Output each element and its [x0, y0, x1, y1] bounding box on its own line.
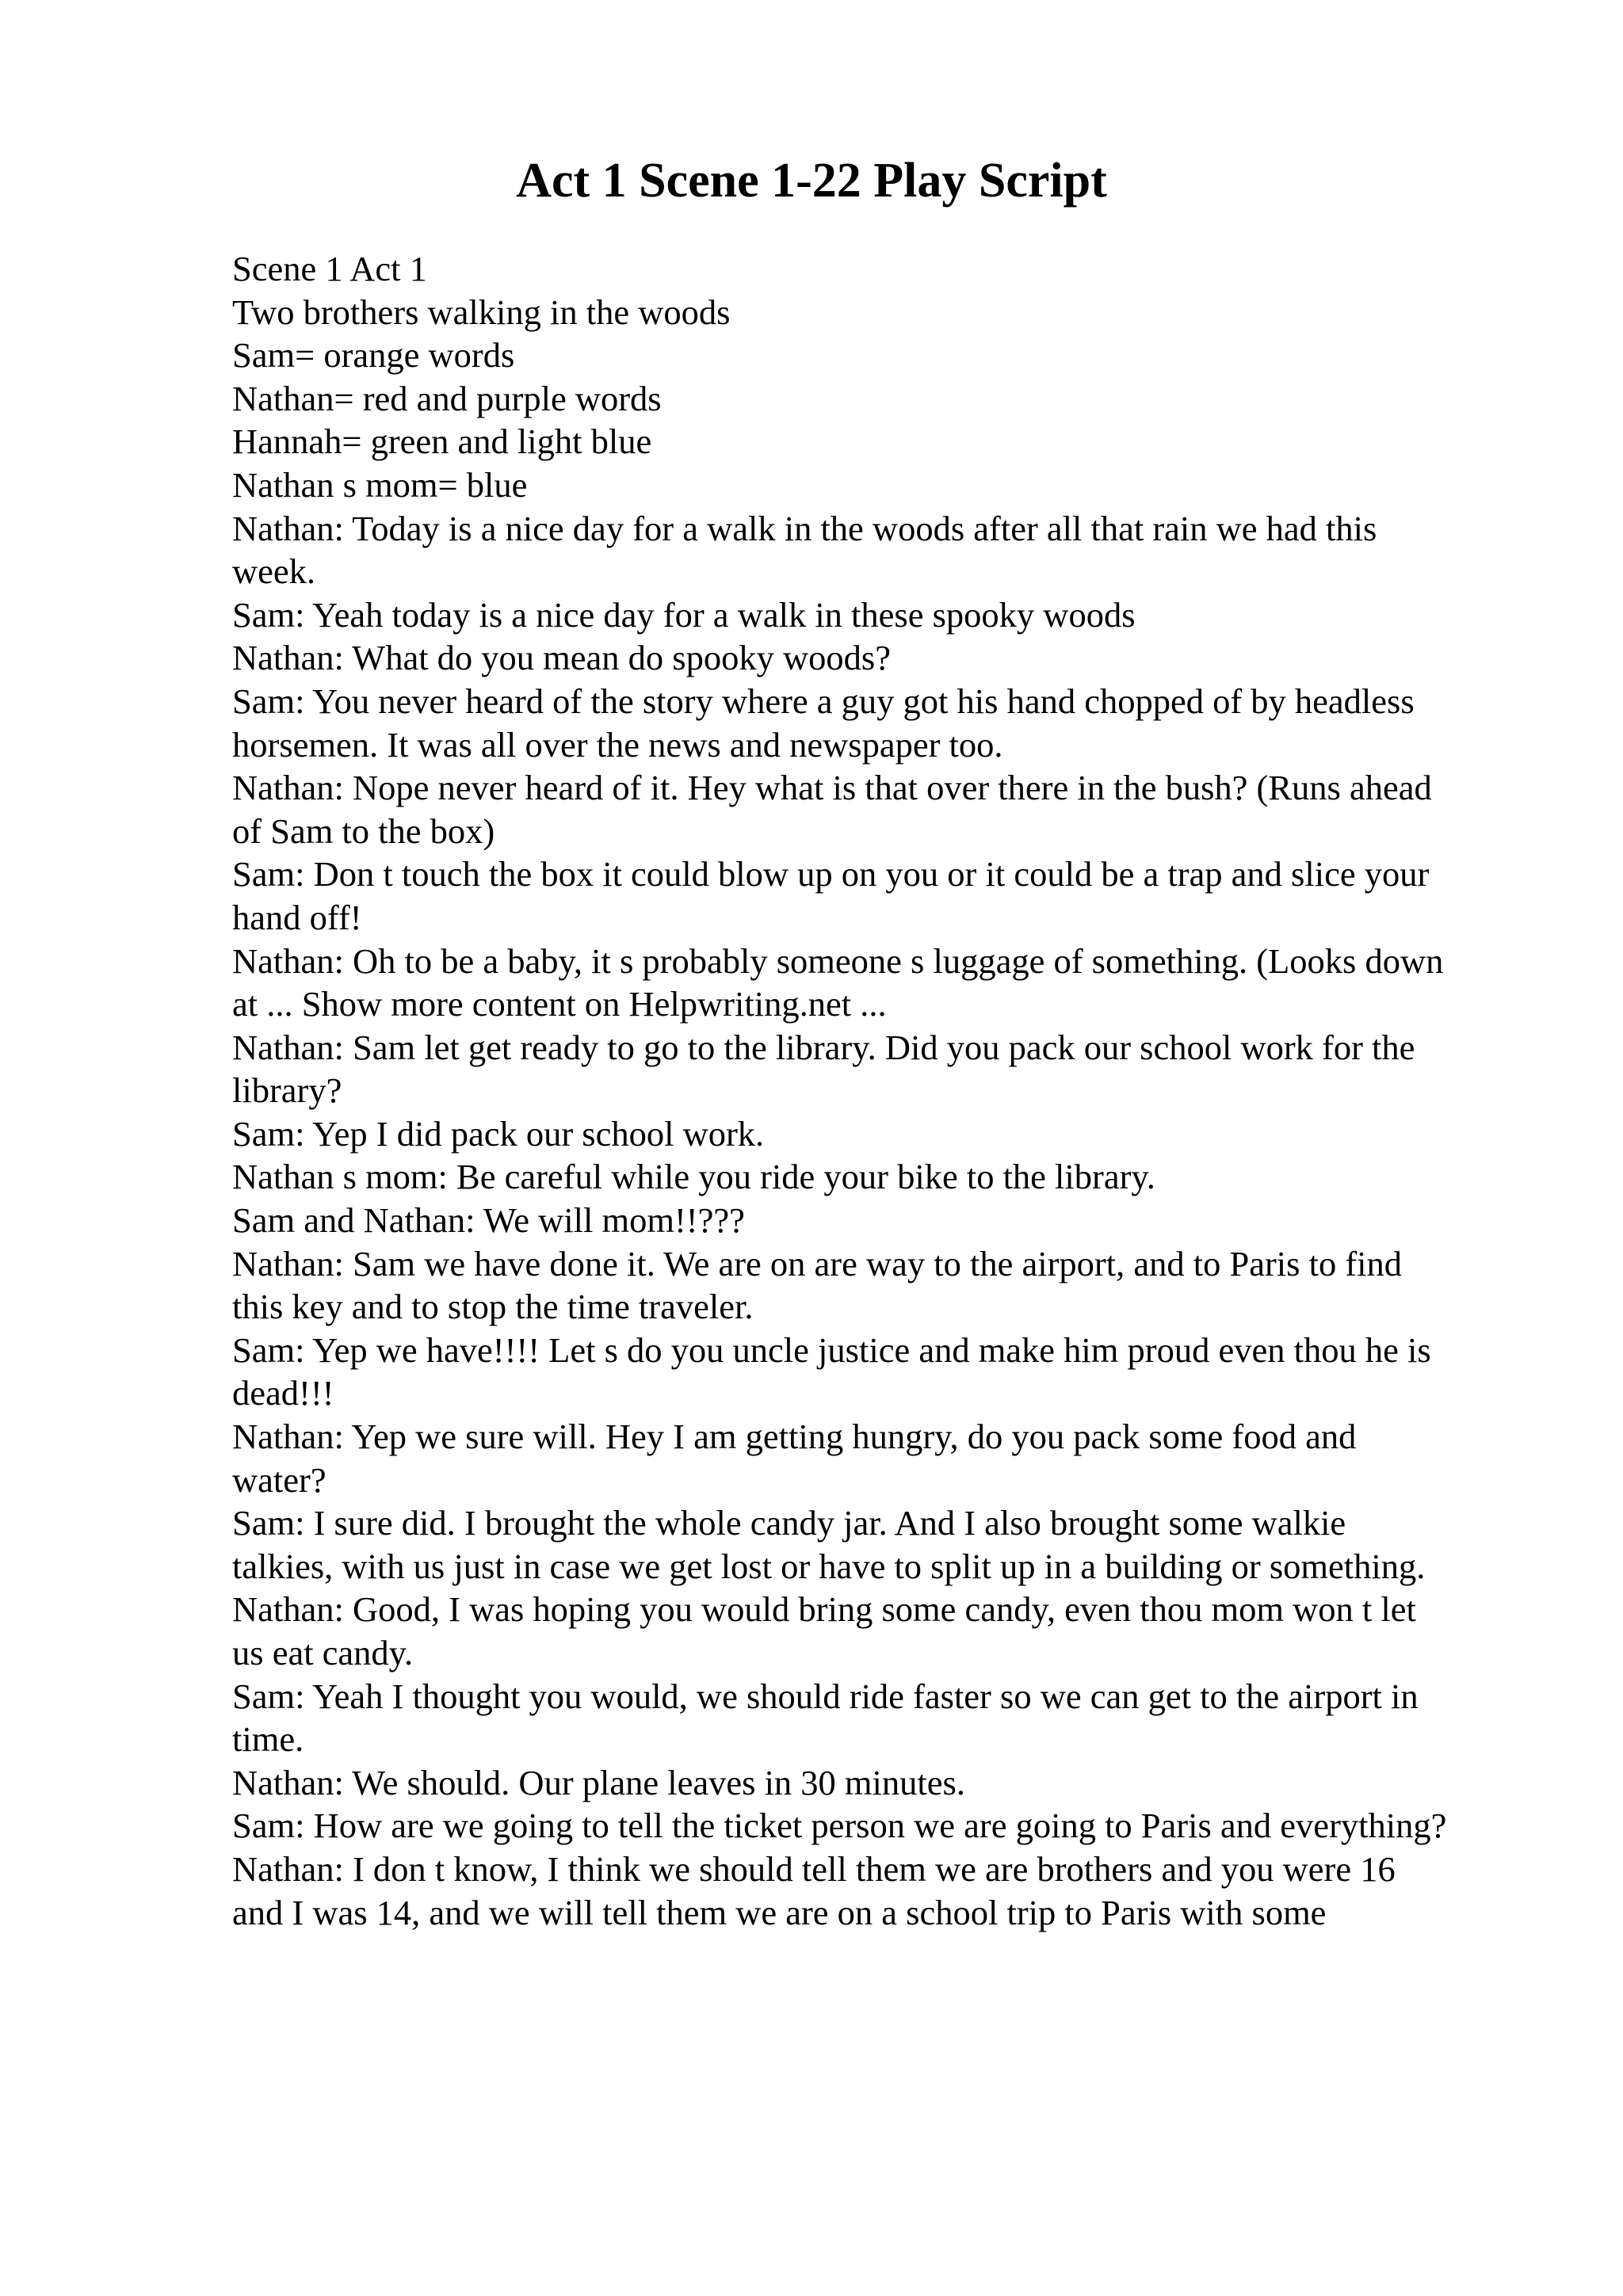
- script-line: Scene 1 Act 1: [232, 249, 427, 288]
- script-line: Nathan s mom= blue: [232, 464, 528, 505]
- script-line: at ... Show more content on Helpwriting.net ...: [232, 984, 887, 1024]
- script-line: Nathan: Yep we sure will. Hey I am getting hungry, do you pack some food and: [232, 1417, 1357, 1457]
- script-line: dead!!!: [232, 1373, 334, 1413]
- script-line: Sam: Yep we have!!!! Let s do you uncle justice and make him proud even thou he is: [232, 1329, 1431, 1370]
- script-line: Nathan: Oh to be a baby, it s probably someone s luggage of something. (Looks down: [232, 940, 1444, 981]
- script-line: Nathan: Nope never heard of it. Hey what is that over there in the bush? (Runs ahead: [232, 768, 1432, 808]
- script-line: week.: [232, 551, 316, 592]
- script-body: [232, 247, 1532, 1934]
- script-line: Nathan s mom: Be careful while you ride your bike to the library.: [232, 1157, 1155, 1197]
- script-line: Sam: How are we going to tell the ticket person we are going to Paris and everything?: [232, 1806, 1447, 1846]
- script-line: Sam and Nathan: We will mom!!???: [232, 1200, 745, 1241]
- script-line: Two brothers walking in the woods: [232, 292, 731, 332]
- script-line: Nathan: Good, I was hoping you would bring some candy, even thou mom won t let: [232, 1589, 1416, 1630]
- script-line: Nathan: We should. Our plane leaves in 30 minutes.: [232, 1762, 965, 1802]
- script-line: hand off!: [232, 897, 362, 937]
- script-line: Nathan= red and purple words: [232, 378, 662, 418]
- script-line: Nathan: Sam let get ready to go to the library. Did you pack our school work for the: [232, 1027, 1415, 1067]
- script-line: Sam: You never heard of the story where a guy got his hand chopped of by headless: [232, 681, 1415, 721]
- script-line: Hannah= green and light blue: [232, 421, 652, 462]
- script-line: of Sam to the box): [232, 810, 495, 851]
- script-line: library?: [232, 1070, 342, 1111]
- script-line: Sam: Yep I did pack our school work.: [232, 1113, 765, 1154]
- script-line: Sam: Yeah today is a nice day for a walk in these spooky woods: [232, 594, 1136, 635]
- script-line: Sam: Don t touch the box it could blow up on you or it could be a trap and slice your: [232, 854, 1430, 894]
- script-line: this key and to stop the time traveler.: [232, 1287, 754, 1327]
- script-line: Sam: I sure did. I brought the whole candy jar. And I also brought some walkie: [232, 1503, 1346, 1543]
- script-line: Nathan: Today is a nice day for a walk in the woods after all that rain we had this: [232, 508, 1377, 548]
- script-line: horsemen. It was all over the news and newspaper too.: [232, 724, 1003, 765]
- script-line: us eat candy.: [232, 1633, 414, 1672]
- script-line: Nathan: I don t know, I think we should tell them we are brothers and you were 16: [232, 1848, 1396, 1889]
- script-line: Sam= orange words: [232, 335, 515, 376]
- document-title: Act 1 Scene 1-22 Play Script: [516, 154, 1107, 208]
- script-line: time.: [232, 1719, 304, 1760]
- script-line: Nathan: Sam we have done it. We are on are way to the airport, and to Paris to find: [232, 1243, 1403, 1283]
- script-line: water?: [232, 1459, 327, 1500]
- script-line: Nathan: What do you mean do spooky woods?: [232, 638, 891, 678]
- script-line: talkies, with us just in case we get lost or have to split up in a building or something.: [232, 1546, 1426, 1586]
- script-line: and I was 14, and we will tell them we are on a school trip to Paris with some: [232, 1892, 1327, 1932]
- script-line: Sam: Yeah I thought you would, we should ride faster so we can get to the airport in: [232, 1676, 1419, 1716]
